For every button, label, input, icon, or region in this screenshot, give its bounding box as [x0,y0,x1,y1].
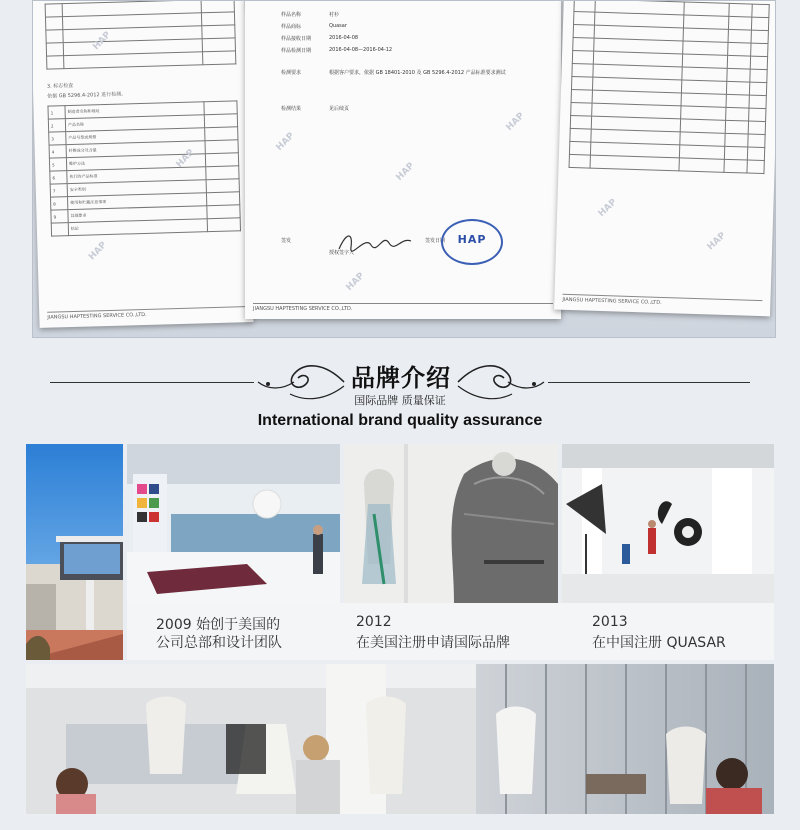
report-field [281,23,347,30]
table-cell: 结论 [68,219,207,236]
table-cell: 纤维成分及含量 [66,141,205,158]
table-cell: 执行的产品标准 [67,167,206,184]
milestone-2013-text: 在中国注册 QUASAR [592,635,726,651]
watermark: HAP [394,161,417,183]
brand-subtitle: 国际品牌 质量保证 [354,394,446,407]
report-page-right [554,0,776,316]
watermark: HAP [91,29,114,53]
report-field-value: 2016-04-08—2016-04-12 [329,47,393,53]
test-report-scan [32,0,776,338]
report-footer-company: JIANGSU HAPTESTING SERVICE CO.,LTD. [47,311,147,321]
report-field-label: 样品接收日期 [281,36,312,42]
watermark: HAP [87,240,109,263]
milestone-2012-year: 2012 [356,614,392,630]
signature-image [335,227,415,257]
milestone-2013-year: 2013 [592,614,628,630]
report-requirement [281,69,506,76]
divider-line [50,382,254,383]
photo-studio-photo [562,444,774,603]
flourish-left-icon [254,360,346,404]
design-studio-photo [127,444,340,603]
report-table-top [45,0,237,70]
report-conclusion-value: 见后续页 [329,106,350,112]
milestone-2009-year: 2009 始创于美国的 [156,617,281,633]
flourish-right-icon [456,360,548,404]
report-page-left [32,0,254,328]
watermark: HAP [174,147,197,170]
office-building-photo [26,444,123,660]
watermark: HAP [596,197,619,220]
report-footer-company: JIANGSU HAPTESTING SERVICE CO.,LTD. [253,306,353,312]
brand-title: 品牌介绍 [351,364,451,392]
report-field-value: Quasar [329,23,347,29]
table-cell: 维护方法 [66,154,205,171]
report-field-value: 2016-04-08 [329,35,359,41]
report-field-label: 样品检测日期 [281,48,312,54]
watermark: HAP [274,131,297,153]
report-field [281,35,359,42]
divider-line [548,382,750,383]
table-cell: 使用和贮藏注意事项 [67,193,206,210]
report-footer [253,303,553,313]
report-field-value: 衬衫 [329,12,340,18]
watermark: HAP [504,111,527,133]
report-footer-company: JIANGSU HAPTESTING SERVICE CO.,LTD. [562,296,662,306]
report-requirement-label: 检测要求 [281,70,302,76]
report-field [281,11,340,18]
brand-intro-header [0,340,800,440]
report-page-middle [245,0,561,319]
table-cell: 产品名称 [65,115,204,132]
report-footer [47,306,245,322]
milestone-2012-text: 在美国注册申请国际品牌 [356,635,510,651]
table-cell: 安全类别 [67,180,206,197]
watermark: HAP [344,271,367,293]
issue-date-label: 签发日期 [425,238,446,244]
signature-label: 签发 [281,238,292,244]
table-cell: 产品号型或规格 [66,128,205,145]
report-standard-note: 依据 GB 5296.4-2012 进行检测。 [47,91,127,100]
brand-tagline: International brand quality assurance [257,412,543,429]
report-table-labeling: 1 制造者名称和地址 2 产品名称 3 产品号型或规格 4 纤维成分及含量 5 维护方法 6 执行的产品标准 7 安全类别 8 使用和贮藏注意事项 9 其他要求 结论 [47,100,241,236]
report-field-label: 样品商标 [281,24,302,30]
report-field [281,47,393,54]
table-cell: 其他要求 [68,206,207,223]
hap-testing-stamp [441,219,503,265]
report-section-heading: 3. 标志检查 [46,82,74,90]
report-field-label: 样品名称 [281,12,302,18]
stamp-logo: HAP [457,233,487,246]
watermark: HAP [705,230,728,253]
design-team-workshop-photo [26,664,774,814]
garment-mannequin-photo [344,444,558,603]
report-footer [562,294,762,310]
report-requirement-text: 根据客户要求，依据 GB 18401-2010 及 GB 5296.4-2012 产品标准要求测试 [329,70,506,76]
report-table-results [569,0,770,174]
report-conclusion [281,105,350,112]
report-conclusion-label: 检测结果 [281,106,302,112]
approver-label: 授权签字人 [329,250,355,256]
table-cell: 制造者名称和地址 [65,102,204,119]
milestone-2009-text: 公司总部和设计团队 [156,635,282,651]
